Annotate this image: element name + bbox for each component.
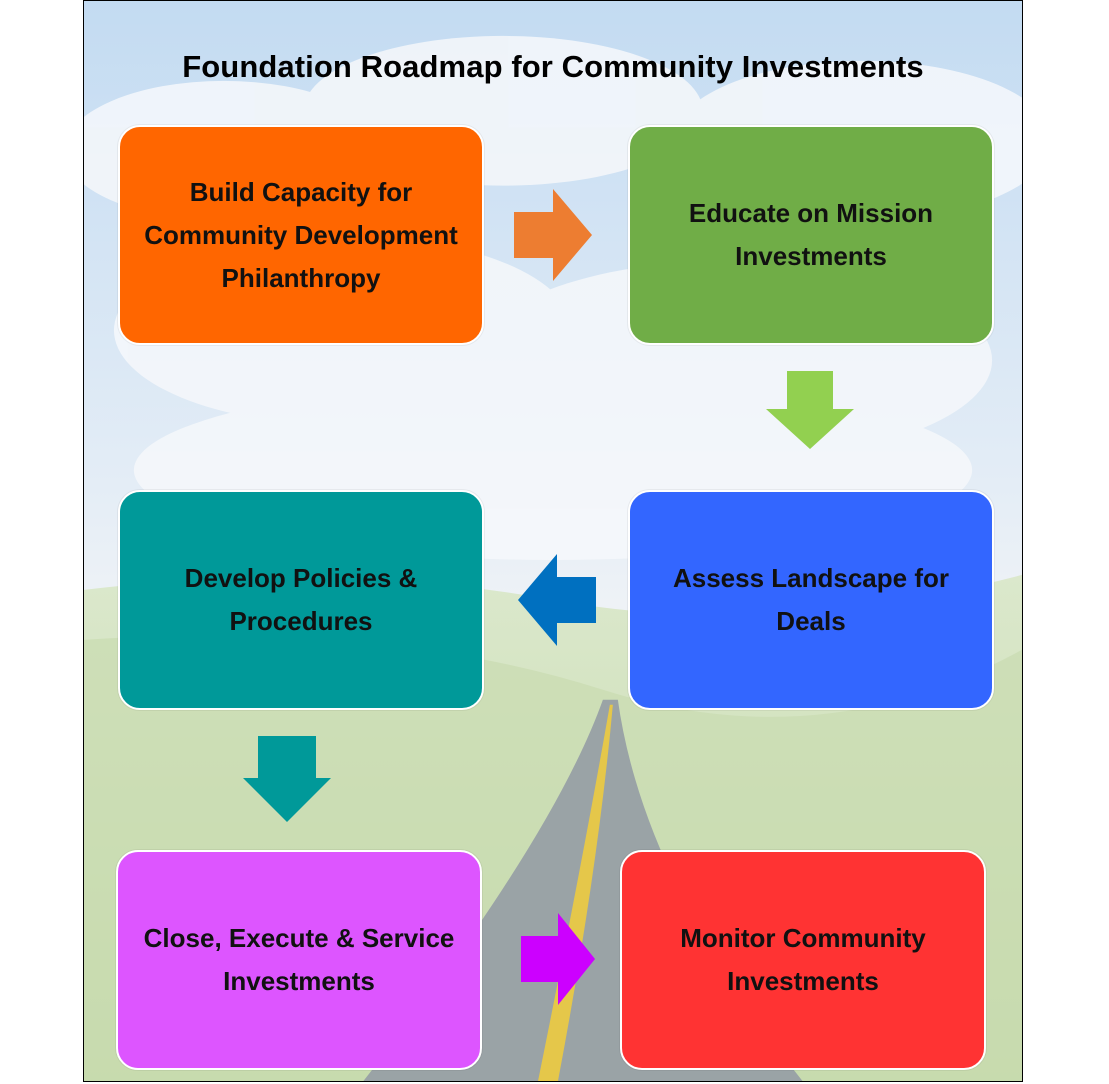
step-educate-label: Educate on Mission Investments <box>688 198 934 271</box>
step-develop-policies-label: Develop Policies & Procedures <box>184 563 418 636</box>
step-develop-policies <box>118 490 484 710</box>
step-close-execute-label: Close, Execute & Service Investments <box>143 923 455 996</box>
arrow-left-icon <box>518 554 598 646</box>
step-assess-label: Assess Landscape for Deals <box>672 563 949 636</box>
page-title: Foundation Roadmap for Community Investments <box>182 49 924 84</box>
arrow-right-icon <box>521 913 597 1005</box>
step-monitor <box>620 850 986 1070</box>
roadmap-frame <box>83 0 1023 1082</box>
step-build-capacity <box>118 125 484 345</box>
arrow-down-icon <box>764 371 856 449</box>
step-monitor-label: Monitor Community Investments <box>680 923 926 996</box>
arrow-down-icon <box>241 736 333 822</box>
step-close-execute <box>116 850 482 1070</box>
step-build-capacity-label: Build Capacity for Community Development Philanthropy <box>144 176 458 293</box>
arrow-right-icon <box>514 189 594 281</box>
step-educate <box>628 125 994 345</box>
step-assess <box>628 490 994 710</box>
